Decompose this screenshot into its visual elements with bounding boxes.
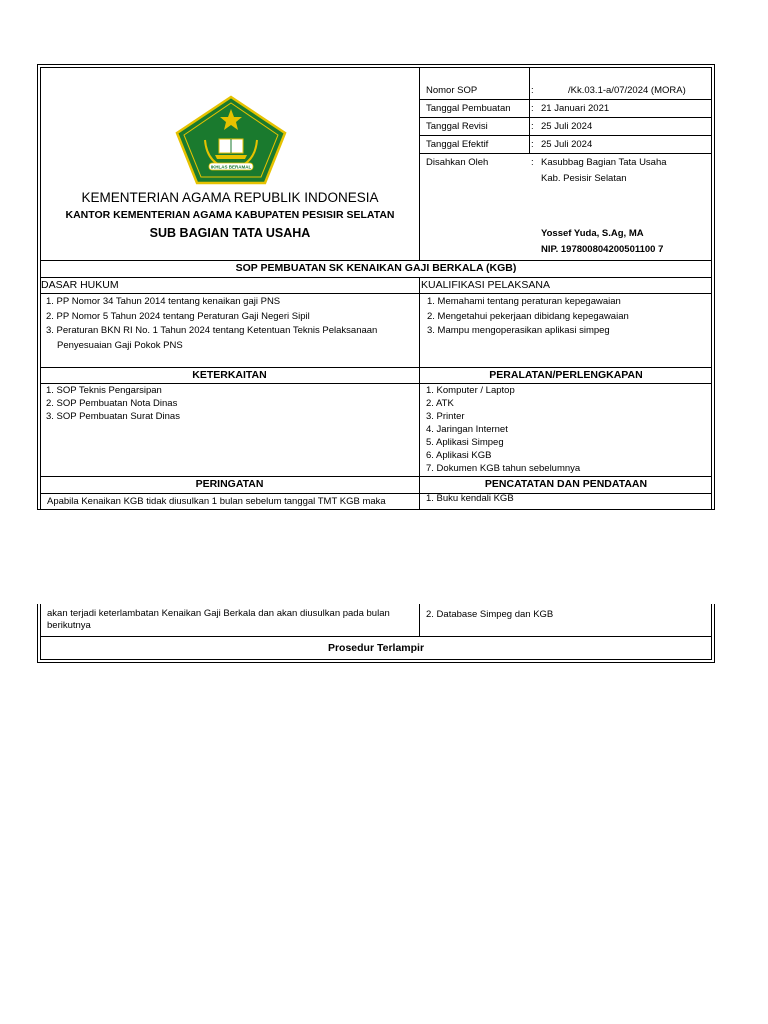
- pencatatan-heading: PENCATATAN DAN PENDATAAN: [484, 478, 648, 490]
- pencatatan-item: 1. Buku kendali KGB: [426, 493, 514, 504]
- meta-value-pembuatan: 21 Januari 2021: [541, 103, 610, 114]
- kualifikasi-item: 1. Memahami tentang peraturan kepegawaian: [427, 296, 621, 307]
- dasar-hukum-item: 1. PP Nomor 34 Tahun 2014 tentang kenaikan gaji PNS: [46, 296, 281, 307]
- meta-colon: :: [531, 85, 534, 96]
- kualifikasi-item: 3. Mampu mengoperasikan aplikasi simpeg: [427, 325, 610, 336]
- peringatan-text: berikutnya: [47, 620, 91, 631]
- peralatan-item: 7. Dokumen KGB tahun sebelumnya: [426, 463, 581, 474]
- meta-colon: :: [531, 139, 534, 150]
- meta-value-efektif: 25 Juli 2024: [541, 139, 593, 150]
- meta-divider: [529, 67, 530, 153]
- logo-motto: IKHLAS BERAMAL: [210, 164, 252, 170]
- dasar-hukum-item: Penyesuaian Gaji Pokok PNS: [57, 340, 183, 351]
- approval-nip: NIP. 197800804200501100 7: [541, 244, 664, 255]
- peringatan-heading: PERINGATAN: [195, 478, 264, 490]
- approval-label: Disahkan Oleh: [426, 157, 489, 168]
- keterkaitan-item: 1. SOP Teknis Pengarsipan: [46, 385, 162, 396]
- peralatan-item: 2. ATK: [426, 398, 454, 409]
- meta-label-pembuatan: Tanggal Pembuatan: [426, 103, 511, 114]
- meta-colon: :: [531, 121, 534, 132]
- peralatan-heading: PERALATAN/PERLENGKAPAN: [489, 369, 643, 381]
- ministry-logo: [175, 95, 287, 185]
- peralatan-item: 1. Komputer / Laptop: [426, 385, 515, 396]
- keterkaitan-item: 2. SOP Pembuatan Nota Dinas: [46, 398, 178, 409]
- approval-position-1: Kasubbag Bagian Tata Usaha: [541, 157, 667, 168]
- meta-label-revisi: Tanggal Revisi: [426, 121, 488, 132]
- dasar-hukum-item: 2. PP Nomor 5 Tahun 2024 tentang Peraturan Gaji Negeri Sipil: [46, 311, 310, 322]
- peringatan-text: akan terjadi keterlambatan Kenaikan Gaji Berkala dan akan diusulkan pada bulan: [47, 608, 390, 619]
- keterkaitan-item: 3. SOP Pembuatan Surat Dinas: [46, 411, 180, 422]
- pencatatan-item: 2. Database Simpeg dan KGB: [426, 609, 554, 620]
- approval-position-2: Kab. Pesisir Selatan: [541, 173, 627, 184]
- unit-name: SUB BAGIAN TATA USAHA: [149, 226, 311, 240]
- meta-label-efektif: Tanggal Efektif: [426, 139, 489, 150]
- approval-colon: :: [531, 157, 534, 168]
- kualifikasi-item: 2. Mengetahui pekerjaan dibidang kepegawaian: [427, 311, 629, 322]
- peralatan-item: 4. Jaringan Internet: [426, 424, 508, 435]
- meta-value-revisi: 25 Juli 2024: [541, 121, 593, 132]
- peralatan-item: 3. Printer: [426, 411, 465, 422]
- org-name: KEMENTERIAN AGAMA REPUBLIK INDONESIA: [81, 190, 379, 205]
- kualifikasi-heading: KUALIFIKASI PELAKSANA: [421, 279, 550, 291]
- office-name: KANTOR KEMENTERIAN AGAMA KABUPATEN PESISIR SELATAN: [65, 209, 395, 221]
- dasar-hukum-item: 3. Peraturan BKN RI No. 1 Tahun 2024 tentang Ketentuan Teknis Pelaksanaan: [46, 325, 378, 336]
- sop-document-upper-inner: [40, 67, 712, 510]
- approval-name: Yossef Yuda, S.Ag, MA: [541, 228, 644, 239]
- keterkaitan-heading: KETERKAITAN: [192, 369, 267, 381]
- peralatan-item: 5. Aplikasi Simpeg: [426, 437, 504, 448]
- meta-label-nomor: Nomor SOP: [426, 85, 478, 96]
- meta-value-nomor: /Kk.03.1-a/07/2024 (MORA): [568, 85, 686, 96]
- peralatan-item: 6. Aplikasi KGB: [426, 450, 492, 461]
- sop-title: SOP PEMBUATAN SK KENAIKAN GAJI BERKALA (KGB): [235, 262, 517, 274]
- footer-note: Prosedur Terlampir: [327, 642, 425, 654]
- meta-colon: :: [531, 103, 534, 114]
- peringatan-text: Apabila Kenaikan KGB tidak diusulkan 1 bulan sebelum tanggal TMT KGB maka: [47, 496, 386, 507]
- dasar-hukum-heading: DASAR HUKUM: [41, 279, 119, 291]
